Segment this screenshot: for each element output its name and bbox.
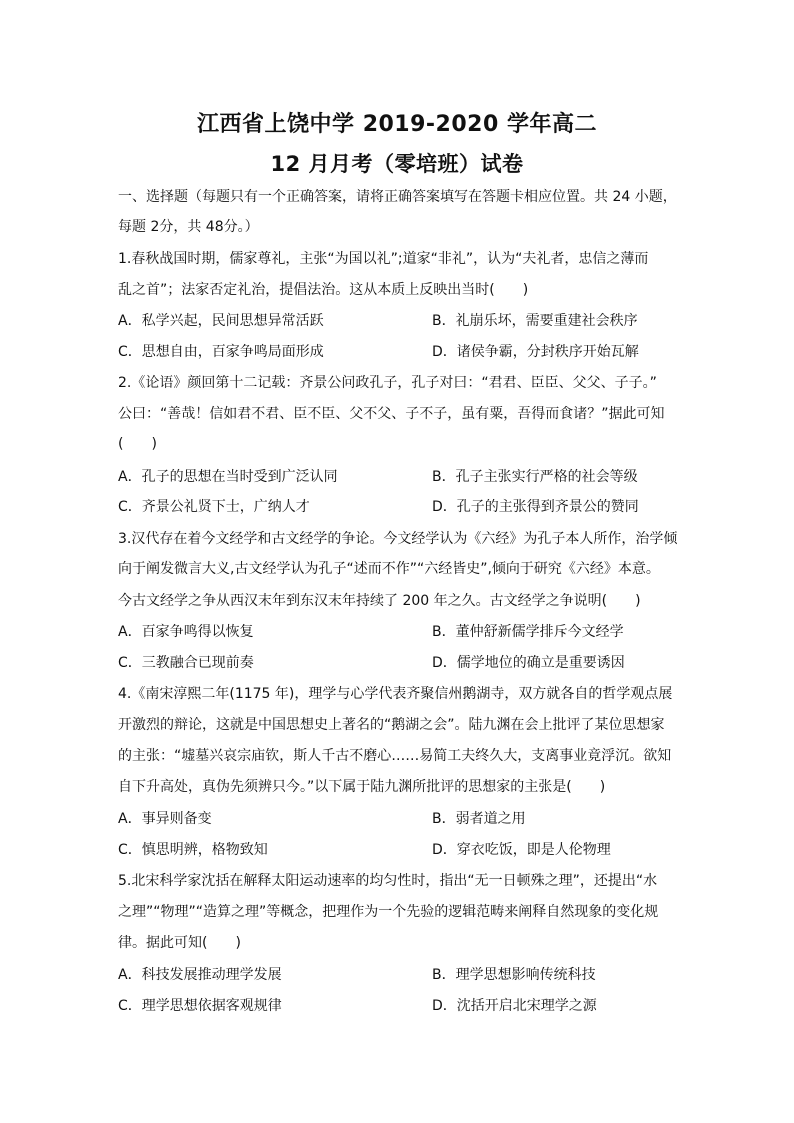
question-5-text: 之理”“物理”“造算之理”等概念，把理作为一个先验的逻辑范畴来阐释自然现象的变化规 (118, 904, 659, 920)
section-instructions-line: 一、选择题（每题只有一个正确答案，请将正确答案填写在答题卡相应位置。共 24 小题， (118, 189, 677, 205)
question-3-text: 向于阐发微言大义,古文经学认为孔子“述而不作”“六经皆史”,倾向于研究《六经》本意。 (118, 561, 660, 577)
question-1-text: 乱之首”；法家否定礼治，提倡法治。这从本质上反映出当时( ) (118, 282, 529, 298)
question-3-option-c: C．三教融合已现前奏 (118, 655, 254, 671)
question-4-option-a: A．事异则备变 (118, 811, 212, 827)
exam-title: 江西省上饶中学 2019-2020 学年高二 (197, 112, 597, 137)
question-2-option-b: B．孔子主张实行严格的社会等级 (432, 469, 638, 485)
question-4-text: 4.《南宋淳熙二年(1175 年)，理学与心学代表齐聚信州鹅湖寺，双方就各自的哲学观点展 (118, 686, 673, 702)
exam-subtitle: 12 月月考（零培班）试卷 (270, 152, 524, 176)
question-2-option-c: C．齐景公礼贤下士，广纳人才 (118, 499, 310, 515)
question-5-option-a: A．科技发展推动理学发展 (118, 967, 282, 983)
question-4-option-b: B．弱者道之用 (432, 811, 526, 827)
question-5-option-b: B．理学思想影响传统科技 (432, 967, 596, 983)
question-2-text: ( ) (118, 436, 157, 452)
question-5-option-d: D．沈括开启北宋理学之源 (432, 998, 597, 1014)
question-1-option-c: C．思想自由，百家争鸣局面形成 (118, 344, 324, 360)
question-1-text: 1.春秋战国时期，儒家尊礼，主张“为国以礼”;道家“非礼”，认为“夫礼者，忠信之薄而 (118, 251, 649, 267)
question-1-option-b: B．礼崩乐坏，需要重建社会秩序 (432, 313, 638, 329)
question-4-option-c: C．慎思明辨，格物致知 (118, 842, 268, 858)
question-3-text: 今古文经学之争从西汉末年到东汉末年持续了 200 年之久。古文经学之争说明( ) (118, 593, 641, 609)
question-2-option-a: A．孔子的思想在当时受到广泛认同 (118, 469, 338, 485)
question-5-text: 5.北宋科学家沈括在解释太阳运动速率的均匀性时，指出“无一日顿殊之理”，还提出“水 (118, 873, 658, 889)
question-3-option-a: A．百家争鸣得以恢复 (118, 624, 254, 640)
question-4-text: 开激烈的辩论，这就是中国思想史上著名的“鹅湖之会”。陆九渊在会上批评了某位思想家 (118, 717, 665, 733)
question-4-text: 自下升高处，真伪先须辨只今。”以下属于陆九渊所批评的思想家的主张是( ) (118, 779, 606, 795)
section-instructions-line: 每题 2分，共 48分。） (118, 219, 259, 235)
question-3-text: 3.汉代存在着今文经学和古文经学的争论。今文经学认为《六经》为孔子本人所作，治学倾 (118, 531, 678, 547)
question-2-text: 公曰：“善哉！信如君不君、臣不臣、父不父、子不子，虽有粟，吾得而食诸？”据此可知 (118, 406, 665, 422)
question-4-option-d: D．穿衣吃饭，即是人伦物理 (432, 842, 611, 858)
question-1-option-d: D．诸侯争霸，分封秩序开始瓦解 (432, 344, 639, 360)
question-2-text: 2.《论语》颜回第十二记载：齐景公问政孔子，孔子对曰：“君君、臣臣、父父、子子。” (118, 375, 657, 391)
question-3-option-d: D．儒学地位的确立是重要诱因 (432, 655, 625, 671)
question-5-text: 律。据此可知( ) (118, 935, 241, 951)
question-5-option-c: C．理学思想依据客观规律 (118, 998, 282, 1014)
question-3-option-b: B．董仲舒新儒学排斥今文经学 (432, 624, 624, 640)
question-1-option-a: A．私学兴起，民间思想异常活跃 (118, 313, 324, 329)
question-2-option-d: D．孔子的主张得到齐景公的赞同 (432, 499, 639, 515)
question-4-text: 的主张：“墟墓兴哀宗庙钦，斯人千古不磨心……易简工夫终久大，支离事业竟浮沉。欲知 (118, 748, 672, 764)
